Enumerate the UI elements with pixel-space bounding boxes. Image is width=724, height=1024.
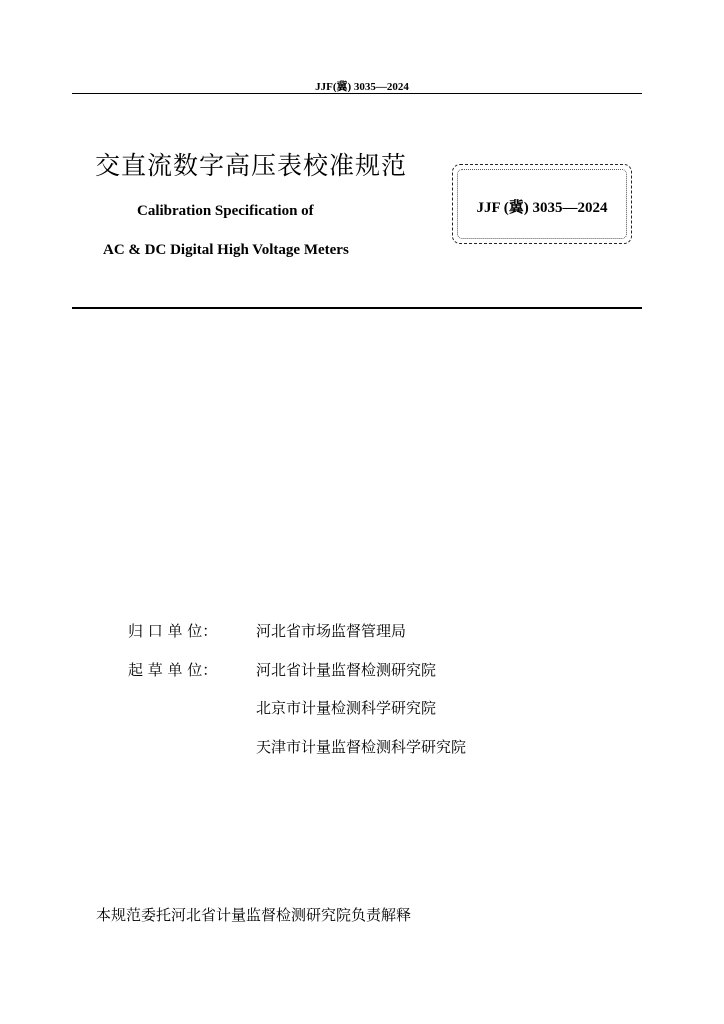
qicao-unit-value-3: 天津市计量监督检测科学研究院 xyxy=(256,738,467,756)
title-chinese: 交直流数字高压表校准规范 xyxy=(95,151,408,180)
standard-code-text: JJF (冀) 3035—2024 xyxy=(476,200,608,216)
guikou-unit-label: 归 口 单 位： xyxy=(128,622,218,640)
guikou-unit-value: 河北省市场监督管理局 xyxy=(256,622,407,640)
qicao-unit-value-1: 河北省计量监督检测研究院 xyxy=(256,661,437,679)
interpretation-note: 本规范委托河北省计量监督检测研究院负责解释 xyxy=(96,906,412,924)
header-standard-code: JJF(冀) 3035—2024 xyxy=(315,81,409,93)
title-divider xyxy=(72,307,642,309)
title-english-line-1: Calibration Specification of xyxy=(137,203,314,219)
qicao-unit-label: 起 草 单 位： xyxy=(128,661,218,679)
qicao-unit-value-2: 北京市计量检测科学研究院 xyxy=(256,699,437,717)
header-divider xyxy=(72,93,642,94)
title-english-line-2: AC & DC Digital High Voltage Meters xyxy=(103,242,349,258)
